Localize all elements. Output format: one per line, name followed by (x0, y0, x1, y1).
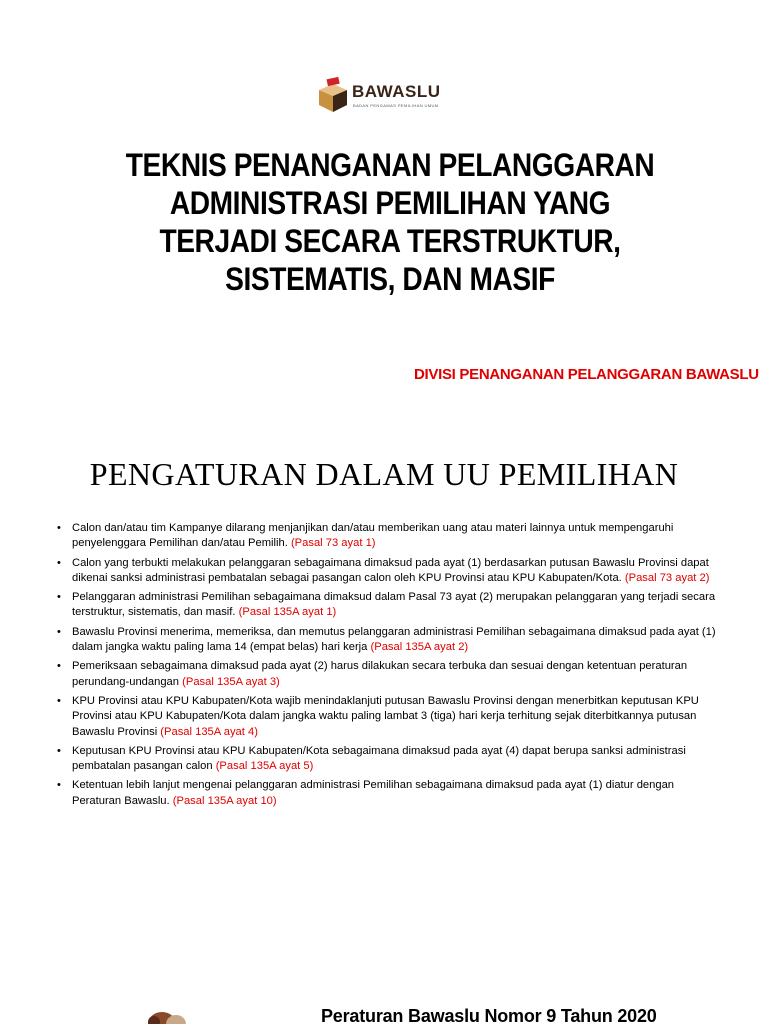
division-label: DIVISI PENANGANAN PELANGGARAN BAWASLU (414, 366, 759, 383)
list-item (56, 694, 716, 740)
list-item (56, 556, 716, 587)
rule-reference: (Pasal 73 ayat 2) (624, 571, 710, 584)
bullet-icon: • (57, 694, 61, 707)
bawaslu-logo (316, 76, 456, 116)
logo-name: BAWASLU (352, 82, 441, 101)
bullet-icon: • (57, 625, 61, 638)
title-line: ADMINISTRASI PEMILIHAN YANG (169, 185, 611, 221)
photo-thumbnail (140, 1004, 200, 1024)
list-item (56, 590, 716, 621)
list-item (56, 521, 716, 552)
list-item (56, 744, 716, 775)
section-heading: PENGATURAN DALAM UU PEMILIHAN (89, 456, 679, 492)
bullet-icon: • (57, 660, 61, 673)
rule-text: KPU Provinsi atau KPU Kabupaten/Kota wajib menindaklanjuti putusan Bawaslu Provinsi dengan menerbitkan keputusan KPU Provinsi atau KPU Kabupaten/Kota dalam jangka waktu paling lambat 3 (tiga) hari kerja terhitung sejak diterbitkannya putusan Bawaslu Provinsi (72, 694, 699, 738)
rule-reference: (Pasal 135A ayat 3) (182, 675, 280, 688)
title-line: TEKNIS PENANGANAN PELANGGARAN (125, 147, 655, 183)
bawaslu-box-icon (316, 76, 350, 114)
rule-text: Pelanggaran administrasi Pemilihan sebagaimana dimaksud dalam Pasal 73 ayat (2) merupakan pelanggaran yang terjadi secara terstruktur, sistematis, dan masif. (72, 591, 716, 619)
rule-reference: (Pasal 135A ayat 2) (370, 641, 469, 654)
title-line: SISTEMATIS, DAN MASIF (225, 261, 555, 297)
title-line: TERJADI SECARA TERSTRUKTUR, (159, 223, 621, 259)
rules-list (56, 521, 716, 813)
rule-text: Bawaslu Provinsi menerima, memeriksa, dan memutus pelanggaran administrasi Pemilihan sebagaimana dimaksud pada ayat (1) dalam jangka waktu paling lama 14 (empat belas) hari kerja (72, 625, 716, 654)
bullet-icon: • (57, 744, 61, 757)
list-item (56, 659, 716, 690)
bullet-icon: • (57, 779, 61, 792)
logo-tagline: BADAN PENGAWAS PEMILIHAN UMUM (353, 103, 439, 108)
rule-text: Calon yang terbukti melakukan pelanggaran sebagaimana dimaksud pada ayat (1) berdasarkan putusan Bawaslu Provinsi dapat dikenai sanksi administrasi pembatalan sebagai pasangan calon oleh KPU Provinsi atau KPU Kabupaten/Kota. (72, 556, 709, 584)
document-title (100, 146, 681, 298)
list-item (56, 778, 716, 809)
rule-text: Calon dan/atau tim Kampanye dilarang menjanjikan dan/atau memberikan uang atau materi lainnya untuk mempengaruhi penyelenggara Pemilihan dan/atau Pemilih. (72, 522, 674, 550)
rule-reference: (Pasal 135A ayat 4) (160, 725, 258, 738)
list-item (56, 625, 716, 656)
rule-reference: (Pasal 135A ayat 1) (238, 606, 337, 619)
bullet-icon: • (57, 556, 61, 569)
rule-text: Pemeriksaan sebagaimana dimaksud pada ayat (2) harus dilakukan secara terbuka dan sesuai dengan ketentuan peraturan perundang-undangan (72, 660, 688, 688)
bullet-icon: • (57, 522, 61, 534)
rule-reference: (Pasal 135A ayat 10) (172, 794, 277, 807)
rule-reference: (Pasal 73 ayat 1) (290, 537, 376, 550)
rule-text: Keputusan KPU Provinsi atau KPU Kabupaten/Kota sebagaimana dimaksud pada ayat (4) dapat berupa sanksi administrasi pembatalan pasangan calon (72, 744, 686, 773)
rule-text: Ketentuan lebih lanjut mengenai pelanggaran administrasi Pemilihan sebagaimana dimaksud pada ayat (1) diatur dengan Peraturan Bawaslu. (72, 779, 675, 807)
bullet-icon: • (57, 591, 61, 604)
rule-reference: (Pasal 135A ayat 5) (215, 760, 314, 773)
regulation-reference: Peraturan Bawaslu Nomor 9 Tahun 2020 (321, 1006, 657, 1026)
